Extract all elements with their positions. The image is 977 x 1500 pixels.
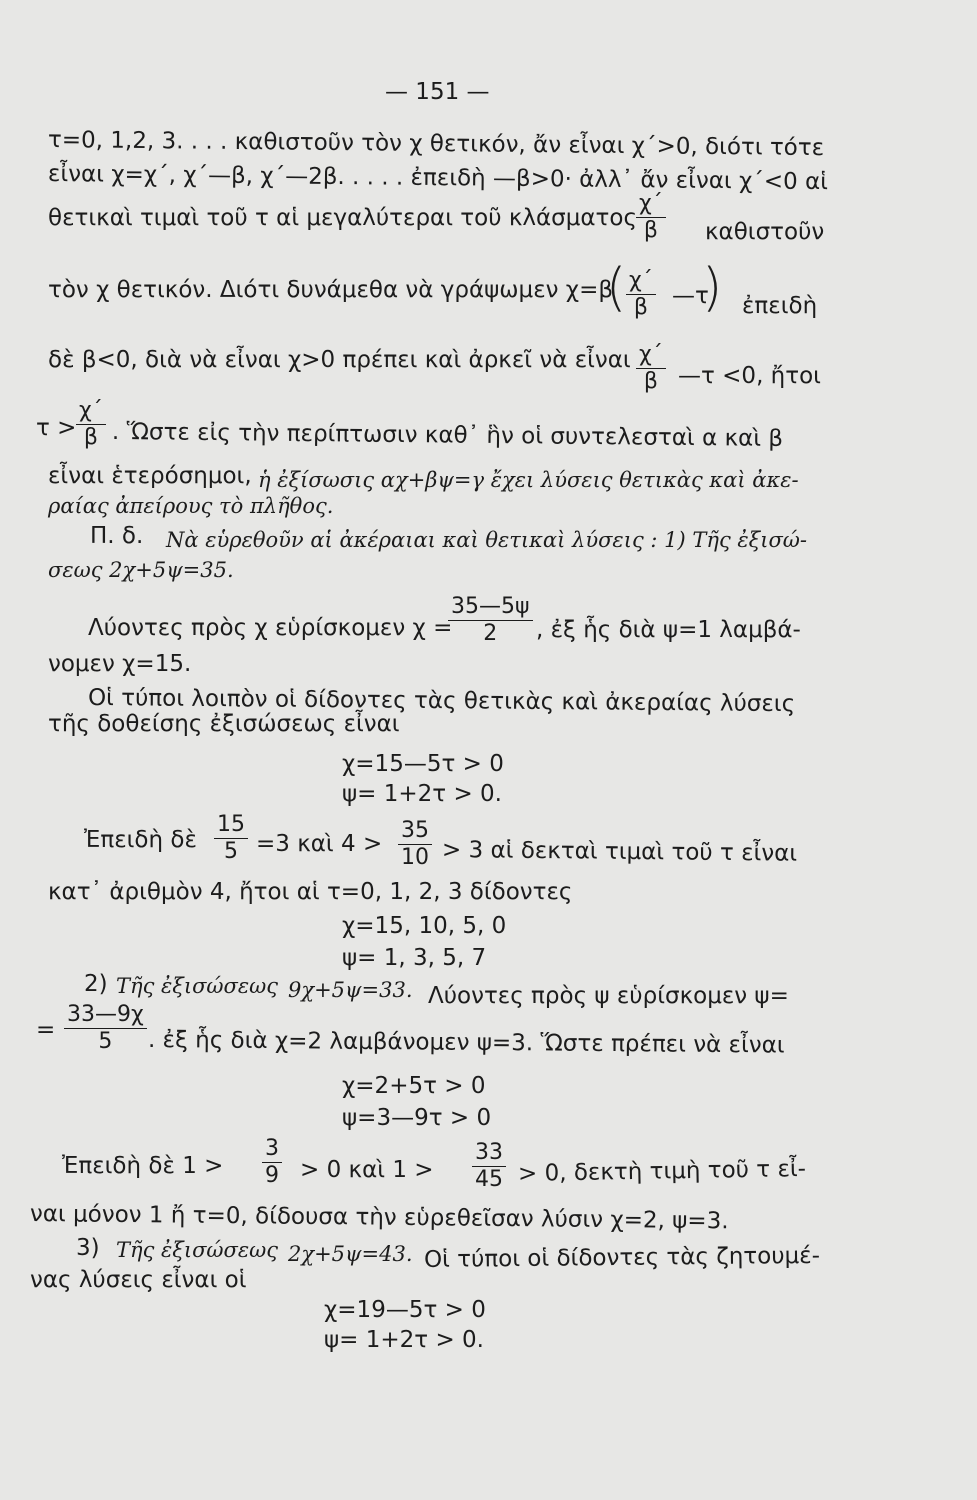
fraction-solve-y: [64, 1002, 147, 1055]
fraction-numerator: χ΄: [636, 191, 666, 218]
text-line-6-start: τ >: [36, 415, 77, 441]
fraction-solve-x: [448, 594, 533, 647]
text-line-5-end: —τ <0, ἤτοι: [678, 363, 821, 389]
text-line-16: κατ᾽ ἀριθμὸν 4, ἤτοι αἱ τ=0, 1, 2, 3 δίδοντες: [48, 879, 573, 905]
fraction-3-over-9: [262, 1136, 282, 1189]
item-2-heading: Τῆς ἐξισώσεως: [116, 974, 279, 998]
formula-x-2: χ=15, 10, 5, 0: [342, 913, 507, 939]
formula-y-3: ψ=3—9τ > 0: [342, 1105, 492, 1131]
formula-y-1: ψ= 1+2τ > 0.: [342, 781, 502, 807]
text-line-8: ραίας ἀπείρους τὸ πλῆθος.: [48, 494, 334, 518]
text-line-19-end: > 0, δεκτὴ τιμὴ τοῦ τ εἶ-: [517, 1155, 807, 1187]
item-3-equation: 2χ+5ψ=43.: [288, 1242, 413, 1266]
text-line-21: Οἱ τύποι οἱ δίδοντες τὰς ζητουμέ-: [423, 1242, 821, 1273]
text-line-1: τ=0, 1,2, 3. . . . καθιστοῦν τὸν χ θετικόν, ἄν εἶναι χ΄>0, διότι τότε: [47, 127, 825, 162]
fraction-numerator: 35—5ψ: [448, 594, 533, 621]
item-3-label: 3): [76, 1235, 100, 1261]
text-line-3-end: καθιστοῦν: [705, 219, 825, 245]
fraction-numerator: χ΄: [636, 342, 666, 369]
fraction-denominator: 9: [265, 1163, 279, 1188]
fraction-numerator: 3: [262, 1136, 282, 1163]
fraction-denominator: 5: [224, 839, 238, 864]
fraction-denominator: 5: [98, 1029, 113, 1054]
text-line-3: θετικαὶ τιμαὶ τοῦ τ αἱ μεγαλύτεραι τοῦ κλάσματος: [48, 205, 637, 231]
formula-y-4: ψ= 1+2τ > 0.: [324, 1327, 484, 1353]
text-line-4: τὸν χ θετικόν. Διότι δυνάμεθα νὰ γράψωμεν χ=β: [48, 277, 614, 303]
text-line-6: . Ὥστε εἰς τὴν περίπτωσιν καθ᾽ ἣν οἱ συντελεσταὶ α καὶ β: [111, 419, 784, 453]
page-number: — 151 —: [385, 79, 490, 105]
text-line-7: ἡ ἐξίσωσις αχ+βψ=γ ἔχει λύσεις θετικὰς καὶ ἀκε-: [258, 468, 799, 492]
text-line-19-mid: > 0 καὶ 1 >: [300, 1157, 434, 1183]
fraction-15-over-5: [214, 812, 248, 865]
text-line-13: Οἱ τύποι λοιπὸν οἱ δίδοντες τὰς θετικὰς καὶ ἀκεραίας λύσεις: [87, 685, 796, 718]
fraction-x-over-b: [636, 191, 666, 244]
fraction-numerator: 33—9χ: [64, 1002, 147, 1029]
text-line-5: δὲ β<0, διὰ νὰ εἶναι χ>0 πρέπει καὶ ἀρκεῖ νὰ εἶναι: [48, 347, 631, 373]
text-line-11-end: , ἐξ ἧς διὰ ψ=1 λαμβά-: [536, 617, 801, 643]
text-line-22: νας λύσεις εἶναι οἱ: [30, 1267, 247, 1293]
fraction-x-over-b: [76, 398, 106, 451]
fraction-denominator: β: [643, 369, 658, 394]
formula-y-2: ψ= 1, 3, 5, 7: [342, 945, 487, 971]
text-line-9: Νὰ εὑρεθοῦν αἱ ἀκέραιαι καὶ θετικαὶ λύσεις : 1) Τῆς ἐξισώ-: [166, 528, 808, 552]
formula-x-4: χ=19—5τ > 0: [324, 1297, 486, 1323]
text-line-17: Λύοντες πρὸς ψ εὑρίσκομεν ψ=: [428, 983, 789, 1009]
fraction-denominator: 2: [483, 621, 498, 646]
text-line-15-mid: =3 καὶ 4 >: [256, 831, 383, 857]
text-line-7-start: εἶναι ἑτερόσημοι,: [48, 463, 252, 489]
formula-x-3: χ=2+5τ > 0: [342, 1073, 486, 1099]
example-label: Π. δ.: [90, 523, 144, 549]
formula-x-1: χ=15—5τ > 0: [342, 751, 504, 777]
fraction-denominator: β: [633, 295, 648, 320]
minus-tau: —τ: [672, 283, 709, 309]
fraction-denominator: β: [643, 218, 658, 243]
fraction-numerator: 35: [398, 818, 432, 845]
fraction-x-over-b: [636, 342, 666, 395]
fraction-denominator: 10: [401, 845, 429, 870]
open-parenthesis: (: [606, 258, 627, 318]
text-line-4-end: ἐπειδὴ: [742, 293, 818, 319]
fraction-33-over-45: [472, 1140, 506, 1193]
item-2-label: 2): [84, 971, 108, 997]
item-3-heading: Τῆς ἐξισώσεως: [116, 1238, 279, 1262]
text-line-15-end: > 3 αἱ δεκταὶ τιμαὶ τοῦ τ εἶναι: [441, 837, 798, 867]
fraction-denominator: β: [83, 425, 98, 450]
text-line-19: Ἐπειδὴ δὲ 1 >: [62, 1153, 224, 1179]
fraction-x-over-b: [626, 268, 656, 321]
text-line-20: ναι μόνον 1 ἤ τ=0, δίδουσα τὴν εὑρεθεῖσαν λύσιν χ=2, ψ=3.: [29, 1201, 729, 1235]
text-line-14: τῆς δοθείσης ἐξισώσεως εἶναι: [48, 711, 400, 737]
text-line-11: Λύοντες πρὸς χ εὑρίσκομεν χ =: [88, 615, 453, 641]
item-2-equation: 9χ+5ψ=33.: [288, 978, 413, 1002]
text-line-10: σεως 2χ+5ψ=35.: [48, 558, 234, 582]
fraction-numerator: 15: [214, 812, 248, 839]
fraction-denominator: 45: [475, 1167, 503, 1192]
fraction-numerator: χ΄: [76, 398, 106, 425]
text-line-12: νομεν χ=15.: [48, 651, 192, 677]
fraction-numerator: χ΄: [626, 268, 656, 295]
text-line-18: . ἐξ ἧς διὰ χ=2 λαμβάνομεν ψ=3. Ὥστε πρέπει νὰ εἶναι: [147, 1027, 785, 1059]
text-line-2: εἶναι χ=χ΄, χ΄—β, χ΄—2β. . . . . ἐπειδὴ —β>0· ἀλλ᾽ ἄν εἶναι χ΄<0 αἱ: [47, 161, 829, 196]
fraction-numerator: 33: [472, 1140, 506, 1167]
fraction-35-over-10: [398, 818, 432, 871]
equals-sign: =: [36, 1017, 56, 1043]
text-line-15: Ἐπειδὴ δὲ: [84, 827, 197, 853]
close-parenthesis: ): [702, 258, 723, 318]
